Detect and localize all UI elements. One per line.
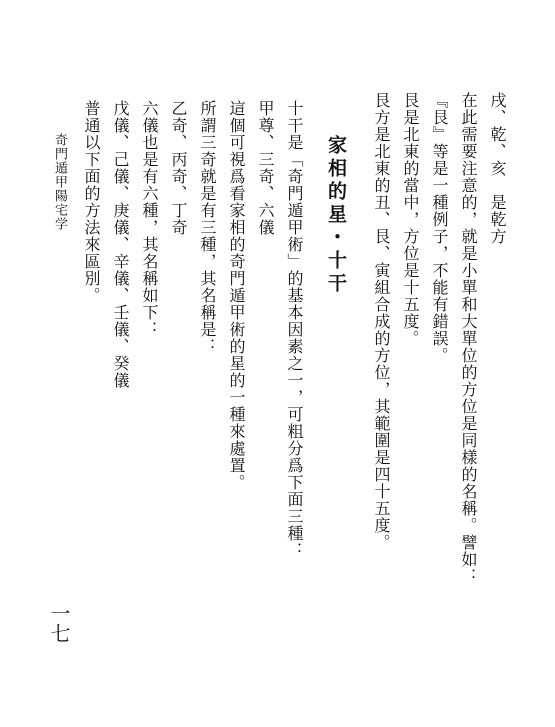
text-column-12: 戊儀、己儀、庚儀、辛儀、壬儀、癸儀 bbox=[111, 100, 130, 389]
page-number: 一七 bbox=[47, 603, 71, 643]
running-header: 奇門遁甲陽宅学 bbox=[52, 133, 67, 231]
text-column-13: 普通以下面的方法來區別。 bbox=[82, 100, 101, 304]
text-column-7: 甲尊、三奇、六儀 bbox=[256, 100, 275, 236]
text-column-11: 六儀也是有六種，其名稱如下： bbox=[140, 100, 159, 338]
text-column-9: 所謂三奇就是有三種，其名稱是： bbox=[198, 100, 217, 355]
text-column-2: 在此需要注意的，就是小單和大單位的方位是同樣的名稱。譬如： bbox=[459, 92, 478, 585]
text-column-10: 乙奇、丙奇、丁奇 bbox=[169, 100, 188, 236]
text-column-6: 十干是「奇門遁甲術」的基本因素之一，可粗分爲下面三種： bbox=[285, 100, 304, 559]
text-column-1: 戌、乾、亥 是乾方 bbox=[488, 92, 507, 245]
text-column-8: 這個可視爲看家相的奇門遁甲術的星的一種來處置。 bbox=[227, 100, 246, 491]
text-column-4: 艮是北東的當中，方位是十五度。 bbox=[401, 92, 420, 347]
text-column-3: 『艮』等是一種例子，不能有錯誤。 bbox=[430, 92, 449, 364]
text-column-5: 艮方是北東的丑、艮、寅組合成的方位，其範圍是四十五度。 bbox=[372, 92, 391, 551]
section-heading: 家相的星・十干 bbox=[325, 135, 347, 296]
